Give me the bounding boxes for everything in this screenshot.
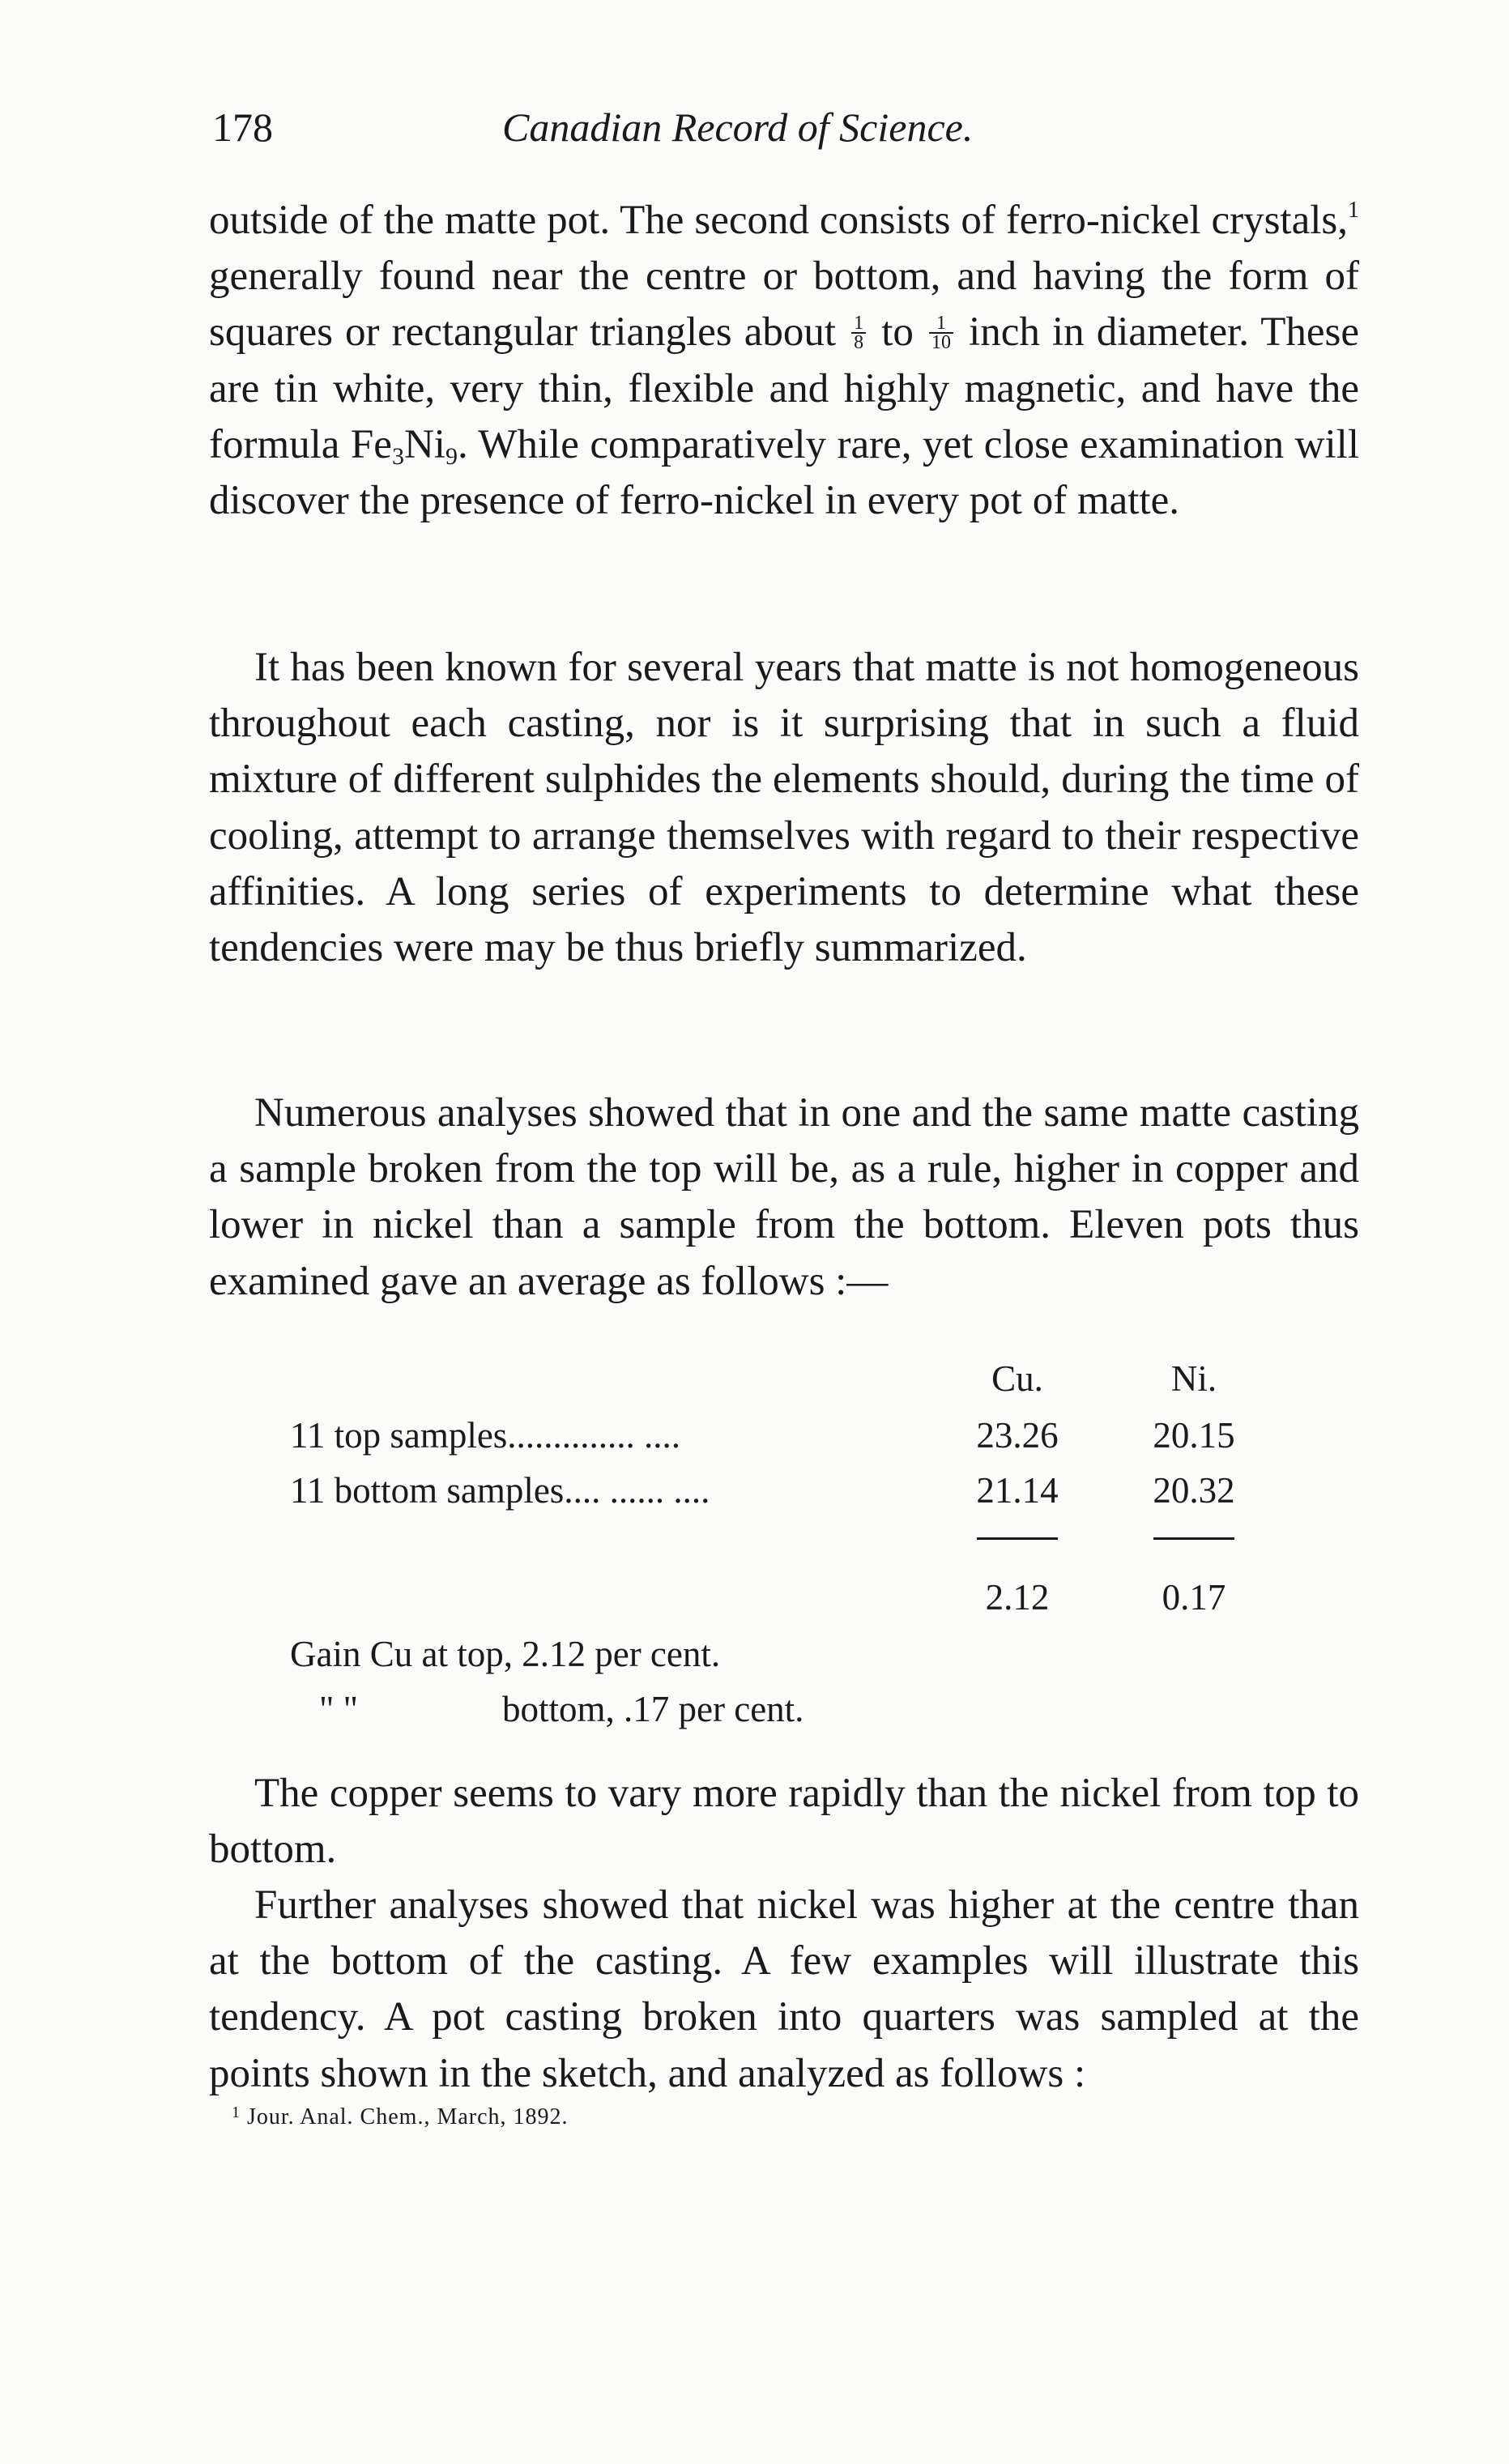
table-cell-cu: 21.14 bbox=[976, 1470, 1059, 1511]
note-gain-bottom: bottom, .17 per cent. bbox=[502, 1689, 804, 1729]
paragraph-1-text-d: inch in diameter. These are tin white, very thin, flexible and highly magnetic, and have the formula Fe bbox=[209, 309, 1359, 467]
header-ni: Ni. bbox=[1170, 1358, 1217, 1399]
table-cell-cu: 23.26 bbox=[976, 1415, 1059, 1456]
paragraph-1-text-b: generally found near the centre or bottom, and having the form of squares or rectangular triangles about bbox=[209, 254, 1359, 356]
fraction-numerator: 1 bbox=[929, 314, 953, 334]
fraction-denominator: 8 bbox=[854, 331, 864, 353]
fraction-one-eighth bbox=[851, 314, 866, 352]
subscript: 3 bbox=[391, 442, 404, 470]
paragraph-1 bbox=[209, 193, 1359, 529]
paragraph-1-text-c: to bbox=[869, 309, 926, 356]
paragraph-4 bbox=[209, 1766, 1359, 1878]
difference-cu: 2.12 bbox=[985, 1577, 1050, 1618]
paragraph-1-text-a: outside of the matte pot. The second consists of ferro-nickel crystals, bbox=[209, 198, 1348, 243]
paragraph-1-text-e: Ni bbox=[403, 421, 445, 467]
paragraph-2-text: It has been known for several years that matte is not homogeneous throughout each casting, nor is it surprising that in such a fluid mixture of different sulphides the elements should, during the time of cooling, attempt to arrange themselves with regard to their respective affinities. A long series of experiments to determine what these tendencies were may be thus briefly summarized. bbox=[209, 645, 1359, 971]
fraction-denominator: 10 bbox=[931, 331, 951, 353]
fraction-numerator: 1 bbox=[851, 314, 866, 334]
running-title: Canadian Record of Science. bbox=[502, 104, 974, 150]
footnote-text: Jour. Anal. Chem., March, 1892. bbox=[247, 2104, 569, 2129]
subscript: 9 bbox=[445, 442, 458, 470]
table-row-label: 11 top samples.............. .... bbox=[290, 1415, 681, 1456]
paragraph-4-text: The copper seems to vary more rapidly than the nickel from top to bottom. bbox=[209, 1771, 1359, 1873]
page-number: 178 bbox=[212, 104, 273, 150]
footnote-reference: 1 bbox=[1348, 198, 1359, 223]
fraction-one-tenth bbox=[929, 314, 953, 352]
footnote-mark: 1 bbox=[232, 2104, 241, 2121]
paragraph-3 bbox=[209, 1085, 1359, 1310]
footnote bbox=[232, 2104, 569, 2130]
paragraph-5-text: Further analyses showed that nickel was higher at the centre than at the bottom of the casting. A few examples will illustrate this tendency. A pot casting broken into quarters was sampled at the points shown in the sketch, and analyzed as follows : bbox=[209, 1882, 1359, 2096]
table-cell-ni: 20.32 bbox=[1153, 1470, 1235, 1511]
paragraph-1-text-f: . While comparatively rare, yet close examination will discover the presence of ferro-nickel in every pot of matte. bbox=[209, 421, 1359, 524]
note-gain-top: Gain Cu at top, 2.12 per cent. bbox=[290, 1634, 721, 1674]
paragraph-5 bbox=[209, 1878, 1359, 2102]
page-header bbox=[212, 104, 1379, 168]
paragraph-2 bbox=[209, 640, 1359, 976]
ditto-marks: " " bbox=[319, 1689, 358, 1729]
rule-ni bbox=[1153, 1537, 1234, 1540]
rule-cu bbox=[977, 1537, 1058, 1540]
table-row-label: 11 bottom samples.... ...... .... bbox=[290, 1470, 710, 1511]
paragraph-3-text: Numerous analyses showed that in one and the same matte casting a sample broken from the top will be, as a rule, higher in copper and lower in nickel than a sample from the bottom. Eleven pots thus examined gave an average as follows :— bbox=[209, 1090, 1359, 1304]
header-cu: Cu. bbox=[991, 1358, 1043, 1399]
table-cell-ni: 20.15 bbox=[1153, 1415, 1235, 1456]
difference-ni: 0.17 bbox=[1162, 1577, 1226, 1618]
